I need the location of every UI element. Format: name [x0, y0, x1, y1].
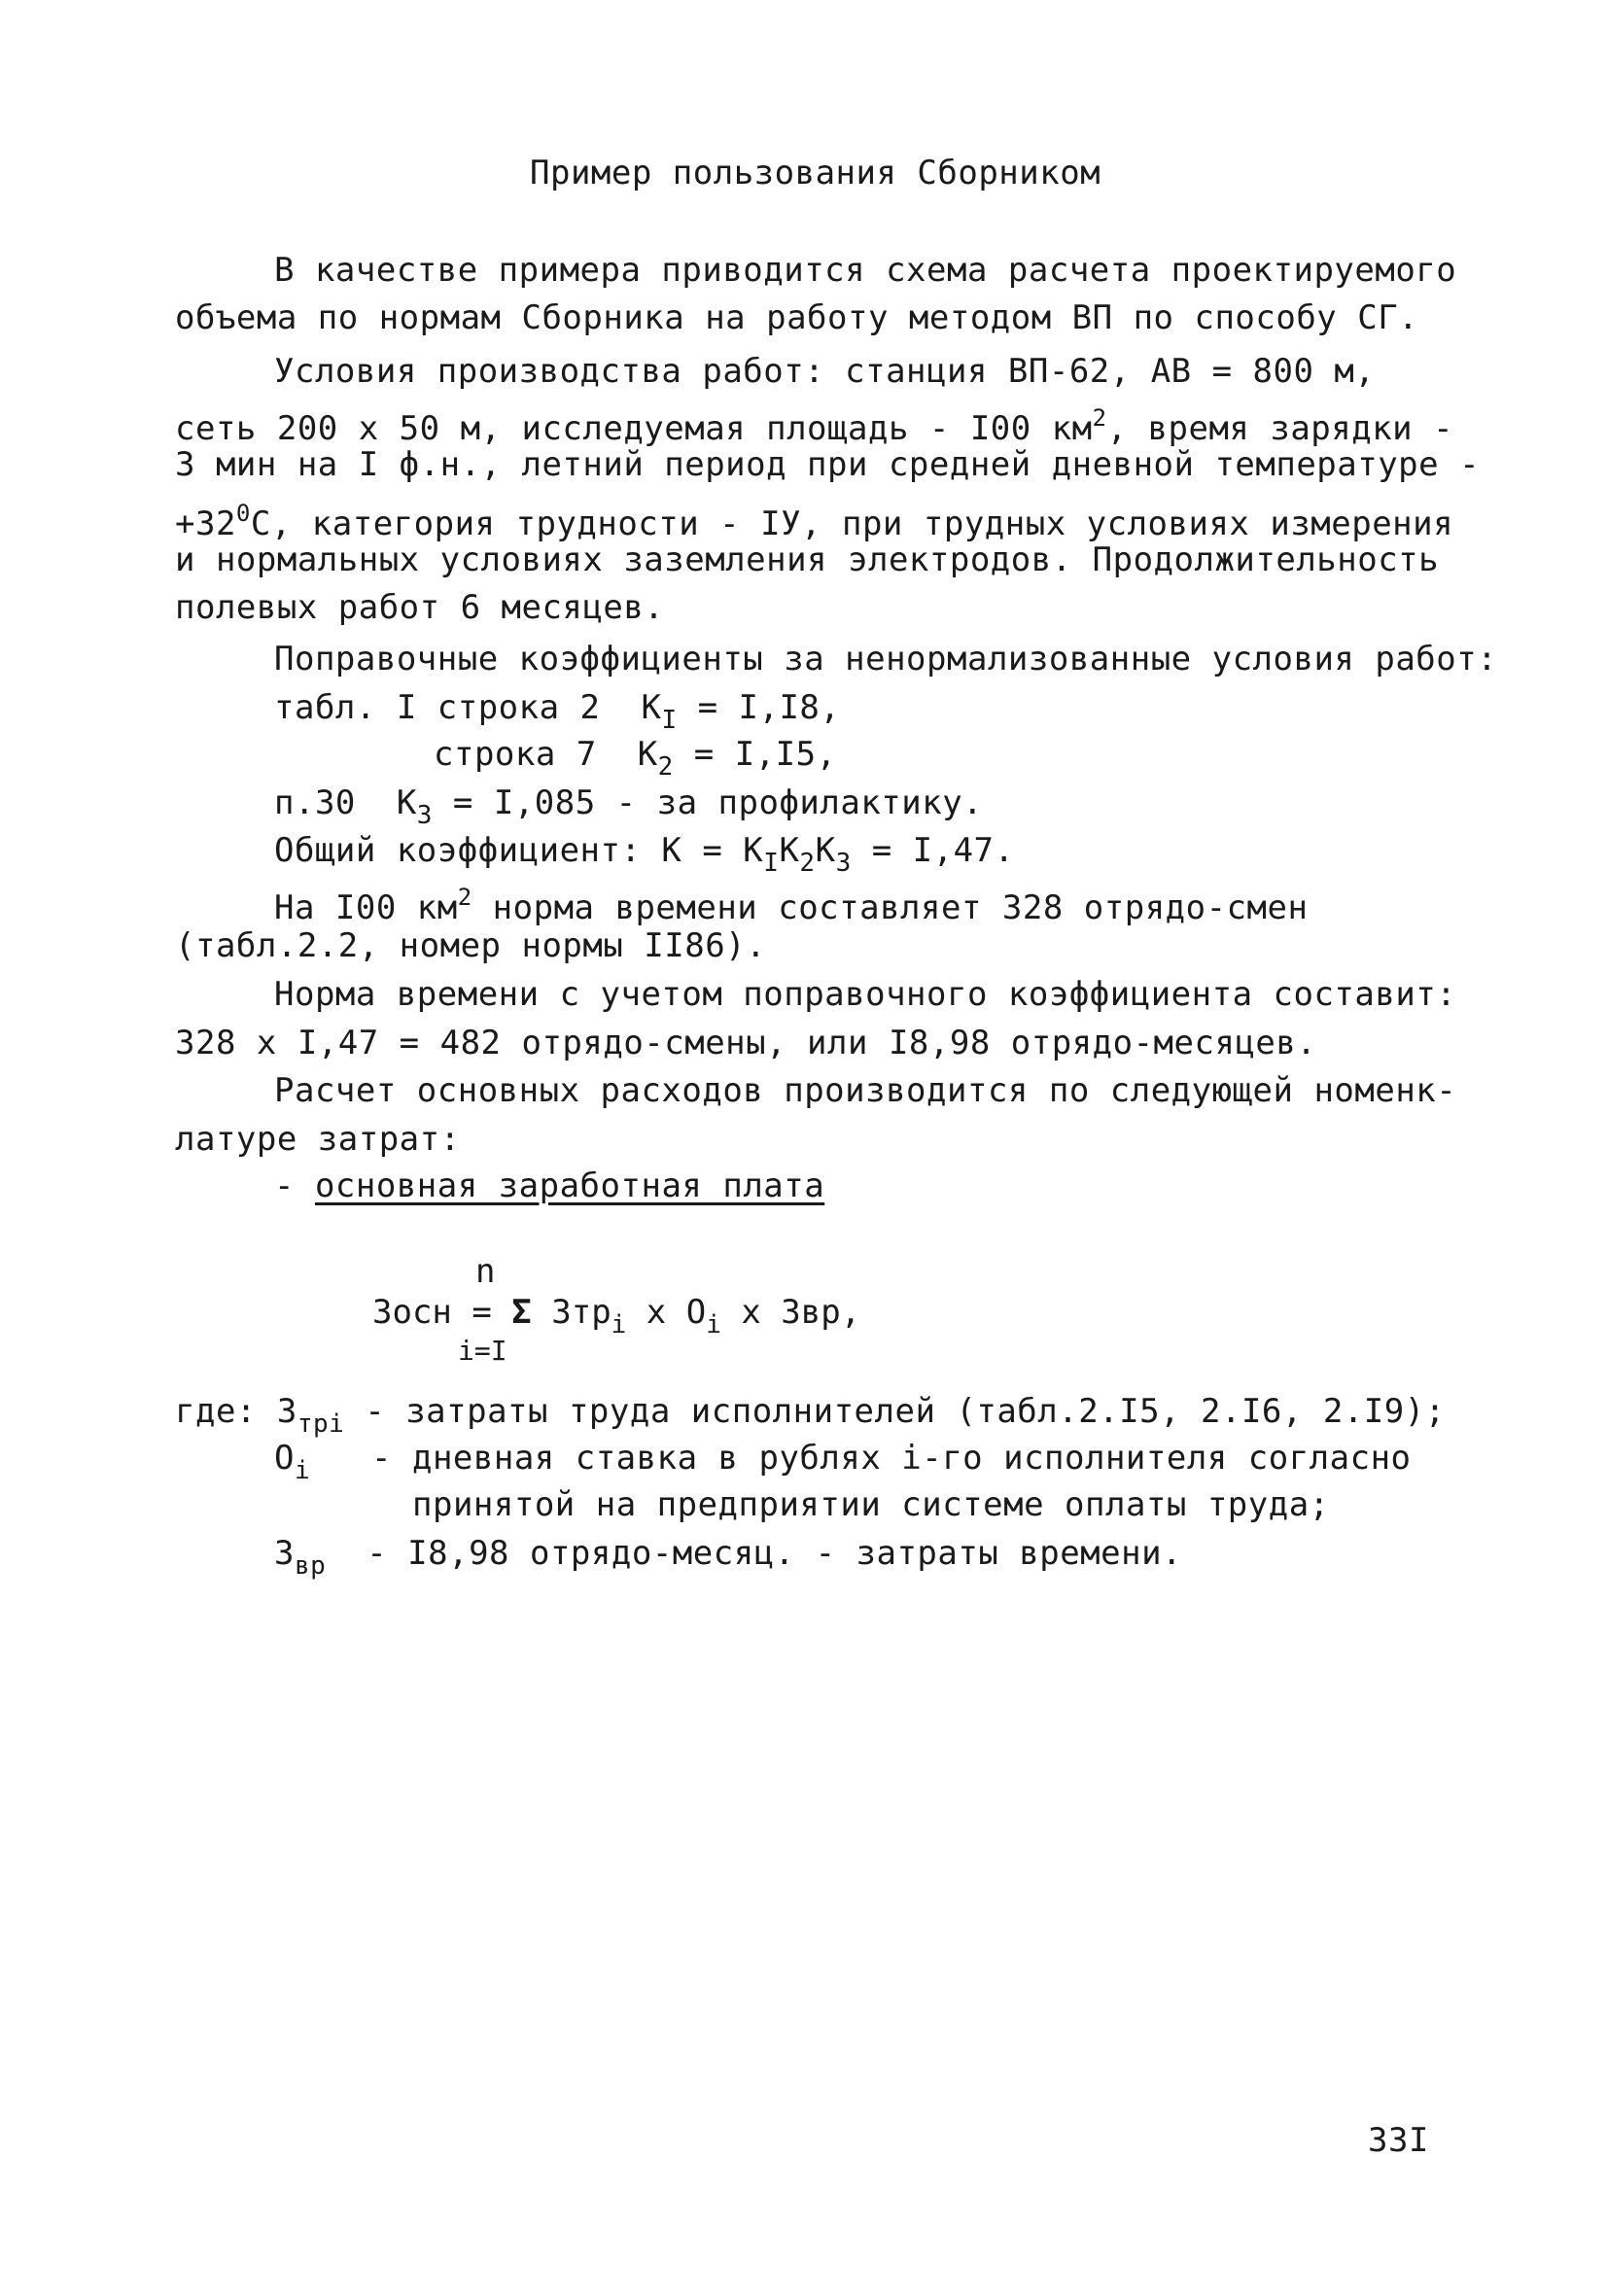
text-line: объема по нормам Сборника на работу методом ВП по способу СГ.	[175, 298, 1419, 337]
text-line: строка 7 $К_2 = I,I5$,	[434, 735, 837, 782]
text-line: полевых работ 6 месяцев.	[175, 588, 665, 627]
formula-body: Зосн = Σ Зтр$_i$ х $O_i$ х Звр,	[372, 1293, 861, 1339]
text-line: Условия производства работ: станция ВП-62, АВ = 800 м,	[274, 352, 1376, 391]
legend-line: где: $З_{трi}$ - затраты труда исполнителей (табл.2.I5, 2.I6, 2.I9);	[175, 1392, 1446, 1439]
formula-upper-limit: n	[475, 1252, 496, 1291]
legend-line: $З_{вр} - I8,98$ отрядо-месяц. - затраты времени.	[274, 1534, 1183, 1581]
page-number: 33I	[1368, 2121, 1429, 2160]
text-line: Общий коэффициент: $К = К_IК_2К_3 = I,47$.	[274, 831, 1015, 878]
text-line: сеть 200 х 50 м, исследуемая площадь - I00 $км^2$, время зарядки -	[175, 404, 1454, 448]
text-line: латуре затрат:	[175, 1120, 461, 1159]
text-line: п.30 $К_3 = I,085$ - за профилактику.	[274, 783, 984, 830]
legend-line: принятой на предприятии системе оплаты труда;	[412, 1485, 1330, 1524]
text-line: (табл.2.2, номер нормы II86).	[175, 926, 767, 965]
text-line: и нормальных условиях заземления электродов. Продолжительность	[175, 540, 1440, 579]
text-line: 328 х I,47 = 482 отрядо-смены, или I8,98 отрядо-месяцев.	[175, 1024, 1317, 1062]
text-line: В качестве примера приводится схема расчета проектируемого	[274, 251, 1457, 290]
page-title: Пример пользования Сборником	[530, 154, 1101, 192]
text-line: На I00 $км^2$ норма времени составляет 328 отрядо-смен	[274, 884, 1309, 927]
text-line: - основная заработная плата	[274, 1166, 825, 1205]
formula-lower-limit: i=I	[458, 1335, 507, 1367]
underlined-heading: основная заработная плата	[314, 1166, 825, 1205]
text-line: Расчет основных расходов производится по следующей номенк-	[274, 1071, 1457, 1110]
text-line: Поправочные коэффициенты за ненормализованные условия работ:	[274, 640, 1498, 678]
text-line: $+32^0С$, категория трудности - IУ, при трудных условиях измерения	[175, 500, 1454, 543]
salary-formula	[372, 1252, 956, 1378]
text-line: 3 мин на I ф.н., летний период при средней дневной температуре -	[175, 445, 1481, 484]
legend-line: $О_i$ - дневная ставка в рублях i-го исполнителя согласно	[274, 1439, 1412, 1485]
text-line: табл. I строка 2 $К_I = I,I8$,	[274, 688, 841, 735]
text-line: Норма времени с учетом поправочного коэффициента составит:	[274, 975, 1457, 1014]
